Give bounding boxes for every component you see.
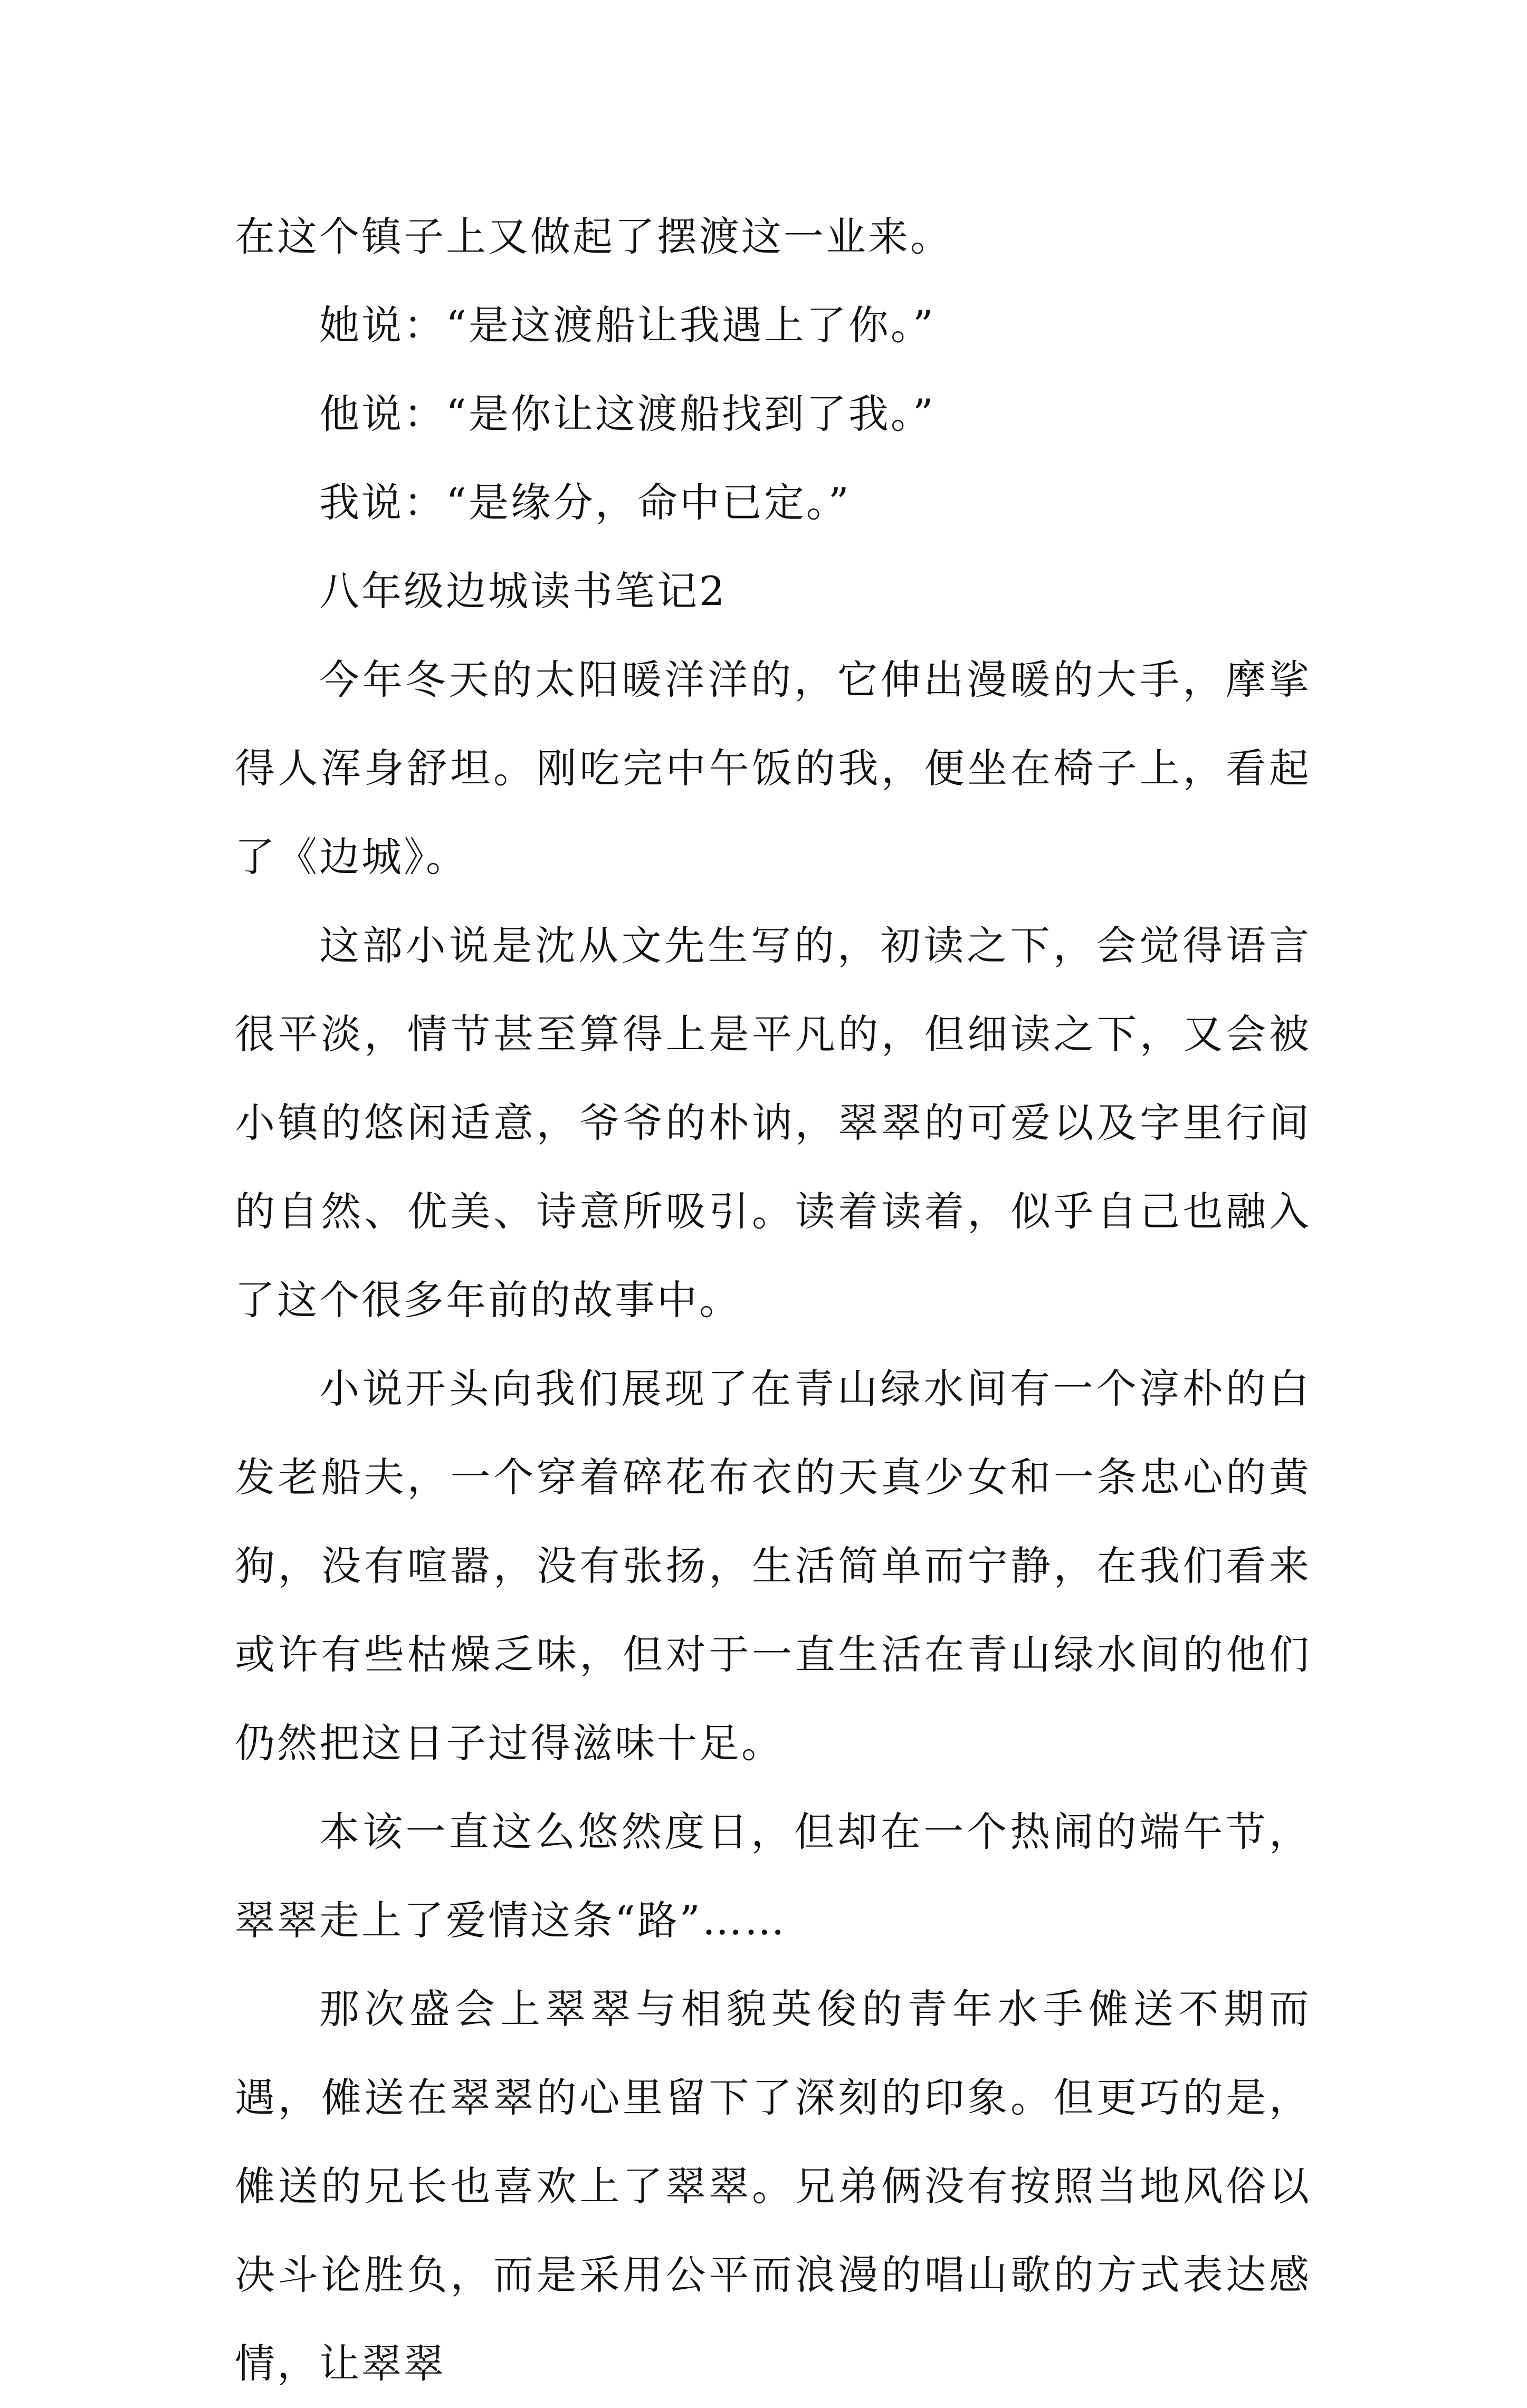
- paragraph: 我说：“是缘分，命中已定。”: [319, 479, 851, 526]
- paragraph: 这部小说是沈从文先生写的，初读之下，会觉得语言很平淡，情节甚至算得上是平凡的，但细读之下，又会被小镇的悠闲适意，爷爷的朴讷，翠翠的可爱以及字里行间的自然、优美、诗意所吸引。读着读着，似乎自己也融入了这个很多年前的故事中。: [235, 922, 1311, 1323]
- paragraph: 在这个镇子上又做起了摆渡这一业来。: [235, 213, 952, 260]
- paragraph: 今年冬天的太阳暖洋洋的，它伸出漫暖的大手，摩挲得人浑身舒坦。刚吃完中午饭的我，便坐在椅子上，看起了《边城》。: [235, 656, 1311, 880]
- document-body: [235, 193, 1311, 2408]
- paragraph: 他说：“是你让这渡船找到了我。”: [319, 390, 936, 437]
- paragraph: 小说开头向我们展现了在青山绿水间有一个淳朴的白发老船夫，一个穿着碎花布衣的天真少女和一条忠心的黄狗，没有喧嚣，没有张扬，生活简单而宁静，在我们看来或许有些枯燥乏味，但对于一直生活在青山绿水间的他们仍然把这日子过得滋味十足。: [235, 1365, 1311, 1767]
- paragraph: 本该一直这么悠然度日，但却在一个热闹的端午节，翠翠走上了爱情这条“路”……: [235, 1808, 1311, 1944]
- section-heading: 八年级边城读书笔记2: [319, 568, 727, 615]
- paragraph: 她说：“是这渡船让我遇上了你。”: [319, 302, 936, 349]
- paragraph: 那次盛会上翠翠与相貌英俊的青年水手傩送不期而遇，傩送在翠翠的心里留下了深刻的印象。但更巧的是，傩送的兄长也喜欢上了翠翠。兄弟俩没有按照当地风俗以决斗论胜负，而是采用公平而浪漫的唱山歌的方式表达感情，让翠翠: [235, 1985, 1311, 2387]
